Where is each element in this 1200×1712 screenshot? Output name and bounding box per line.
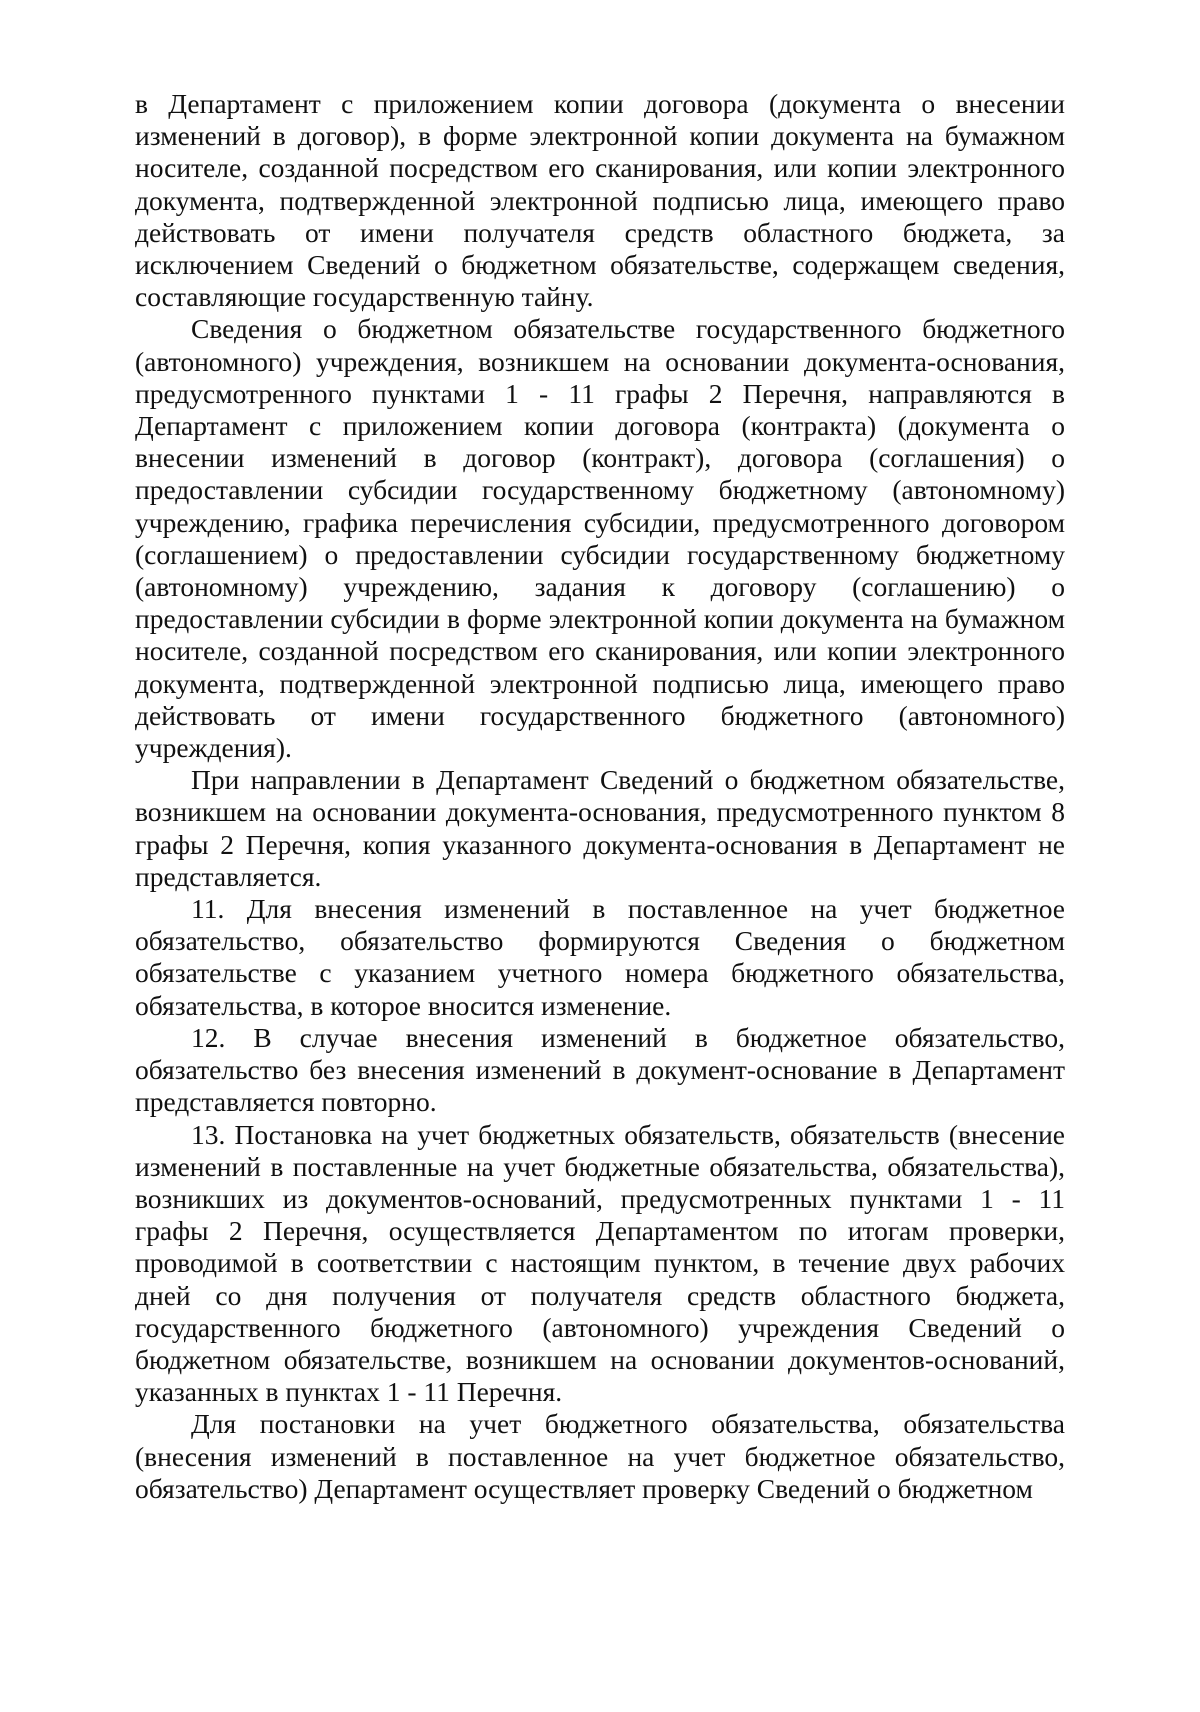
paragraph-2: Сведения о бюджетном обязательстве государственного бюджетного (автономного) учреждения, возникшем на основании документа-основания, предусмотренного пунктами 1 - 11 графы 2 Перечня, направляются в Департамент с приложением копии договора (контракта) (документа о внесении изменений в договор (контракт), договора (соглашения) о предоставлении субсидии государственному бюджетному (автономному) учреждению, графика перечисления субсидии, предусмотренного договором (соглашением) о предоставлении субсидии государственному бюджетному (автономному) учреждению, задания к договору (соглашению) о предоставлении субсидии в форме электронной копии документа на бумажном носителе, созданной посредством его сканирования, или копии электронного документа, подтвержденной электронной подписью лица, имеющего право действовать от имени государственного бюджетного (автономного) учреждения).	[135, 313, 1065, 764]
document-page	[135, 88, 1065, 1505]
paragraph-item-11: 11. Для внесения изменений в поставленное на учет бюджетное обязательство, обязательство формируются Сведения о бюджетном обязательстве с указанием учетного номера бюджетного обязательства, обязательства, в которое вносится изменение.	[135, 893, 1065, 1021]
paragraph-item-12: 12. В случае внесения изменений в бюджетное обязательство, обязательство без внесения изменений в документ-основание в Департамент представляется повторно.	[135, 1021, 1065, 1118]
paragraph-item-13: 13. Постановка на учет бюджетных обязательств, обязательств (внесение изменений в поставленные на учет бюджетные обязательства, обязательства), возникших из документов-оснований, предусмотренных пунктами 1 - 11 графы 2 Перечня, осуществляется Департаментом по итогам проверки, проводимой в соответствии с настоящим пунктом, в течение двух рабочих дней со дня получения от получателя средств областного бюджета, государственного бюджетного (автономного) учреждения Сведений о бюджетном обязательстве, возникшем на основании документов-оснований, указанных в пунктах 1 - 11 Перечня.	[135, 1118, 1065, 1408]
paragraph-1: в Департамент с приложением копии договора (документа о внесении изменений в договор), в форме электронной копии документа на бумажном носителе, созданной посредством его сканирования, или копии электронного документа, подтвержденной электронной подписью лица, имеющего право действовать от имени получателя средств областного бюджета, за исключением Сведений о бюджетном обязательстве, содержащем сведения, составляющие государственную тайну.	[135, 88, 1065, 313]
paragraph-3: При направлении в Департамент Сведений о бюджетном обязательстве, возникшем на основании документа-основания, предусмотренного пунктом 8 графы 2 Перечня, копия указанного документа-основания в Департамент не представляется.	[135, 764, 1065, 892]
paragraph-7: Для постановки на учет бюджетного обязательства, обязательства (внесения изменений в поставленное на учет бюджетное обязательство, обязательство) Департамент осуществляет проверку Сведений о бюджетном	[135, 1408, 1065, 1504]
